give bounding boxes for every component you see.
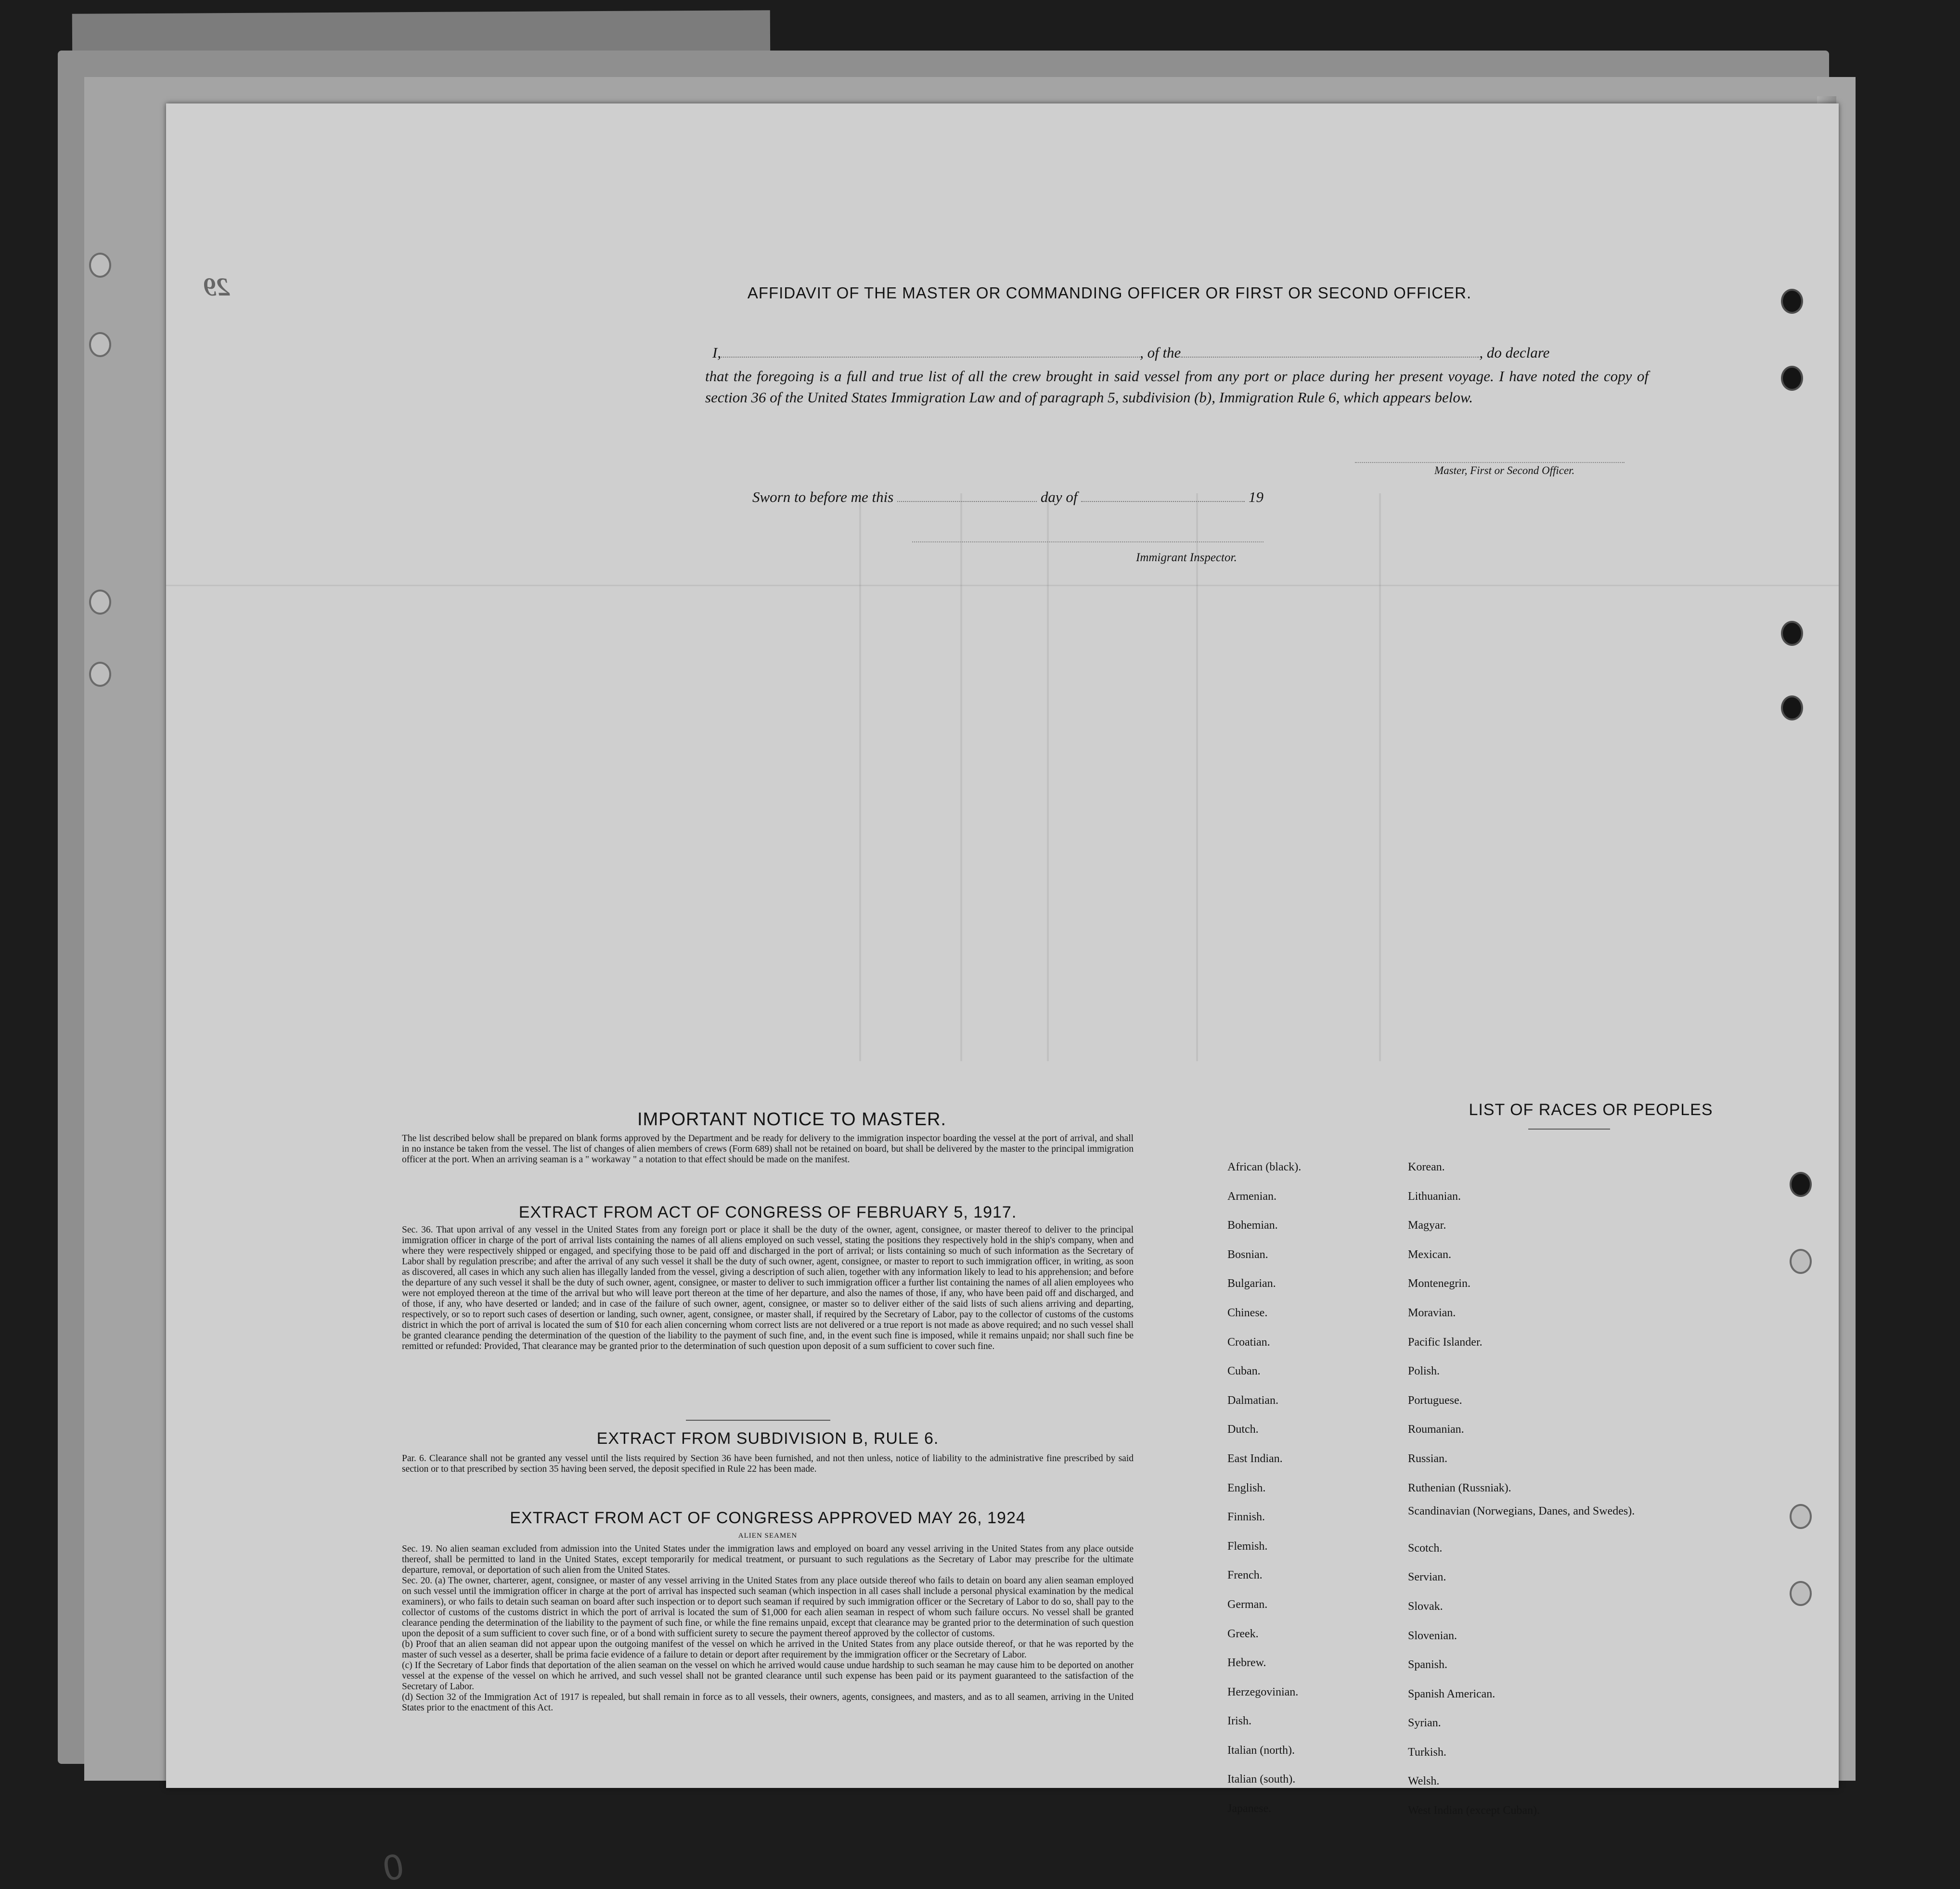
race-entry: Slovak.: [1408, 1600, 1443, 1613]
affidavit-declare: , do declare: [1479, 344, 1550, 361]
race-entry: Bohemian.: [1227, 1219, 1278, 1232]
race-entry: Greek.: [1227, 1627, 1259, 1640]
binder-hole: [89, 253, 111, 278]
race-entry: Servian.: [1408, 1571, 1446, 1584]
binder-hole: [89, 590, 111, 615]
binder-hole: [89, 662, 111, 687]
races-title: LIST OF RACES OR PEOPLES: [1469, 1101, 1713, 1119]
race-entry: Spanish American.: [1408, 1687, 1496, 1700]
race-entry: Roumanian.: [1408, 1423, 1464, 1436]
race-entry: Italian (north).: [1227, 1744, 1295, 1757]
race-entry: Dalmatian.: [1227, 1394, 1278, 1407]
binder-hole: [1781, 695, 1803, 720]
race-entry: Russian.: [1408, 1452, 1448, 1465]
race-entry: Turkish.: [1408, 1746, 1446, 1759]
race-entry: African (black).: [1227, 1161, 1302, 1173]
race-entry: Chinese.: [1227, 1306, 1268, 1319]
affidavit-i: I,: [712, 344, 722, 361]
race-entry: Syrian.: [1408, 1717, 1441, 1730]
binder-hole: [1781, 366, 1803, 391]
race-entry: Portuguese.: [1408, 1394, 1462, 1407]
race-entry: Magyar.: [1408, 1219, 1446, 1232]
race-entry: Spanish.: [1408, 1658, 1448, 1671]
month-blank[interactable]: [1081, 501, 1245, 502]
races-left-column: [1227, 1153, 1301, 1824]
binder-hole: [1781, 621, 1803, 646]
race-entry: Scandinavian (Norwegians, Danes, and Swedes).: [1408, 1505, 1635, 1518]
sec19-text: Sec. 19. No alien seaman excluded from admission into the United States under the immigration laws and employed on board any vessel arriving in the United States from any place outside thereof, shall be permitted to land in the United States, except temporarily for medical treatment, or pursuant to such regulations as the Secretary of Labor may prescribe for the ultimate departure, removal, or deportation of such alien from the United States.: [402, 1544, 1134, 1575]
binder-hole: [89, 332, 111, 357]
race-entry: Welsh.: [1408, 1775, 1440, 1788]
race-entry: Cuban.: [1227, 1365, 1261, 1378]
race-entry: Finnish.: [1227, 1511, 1265, 1524]
race-entry: Italian (south).: [1227, 1773, 1296, 1786]
race-entry: Flemish.: [1227, 1540, 1268, 1553]
page-number: 29: [204, 272, 230, 301]
race-entry: East Indian.: [1227, 1452, 1283, 1465]
binder-hole: [1790, 1172, 1812, 1197]
race-entry: Dutch.: [1227, 1423, 1259, 1436]
bleed-through-line: [859, 493, 861, 1061]
sec20b-text: (b) Proof that an alien seaman did not appear upon the outgoing manifest of the vessel on which he arrived in the United States from any place outside thereof, or that he was reported by the master of such vessel as a deserter, shall be prima facie evidence of a failure to detain or deport after requirement by the immigration officer or the Secretary of Labor.: [402, 1639, 1134, 1660]
race-entry: West Indian (except Cuban).: [1408, 1804, 1540, 1817]
bleed-through-line: [1196, 493, 1198, 1061]
binder-hole: [1790, 1581, 1812, 1606]
binder-hole: [1790, 1249, 1812, 1274]
race-entry: Lithuanian.: [1408, 1190, 1461, 1203]
race-entry: Armenian.: [1227, 1190, 1277, 1203]
race-entry: English.: [1227, 1481, 1266, 1494]
race-entry: Scotch.: [1408, 1542, 1443, 1555]
extract-1917-text: Sec. 36. That upon arrival of any vessel in the United States from any foreign port or place it shall be the duty of the owner, agent, consignee, or master thereof to deliver to the principal immigration officer in charge of the port of arrival lists containing the names of all aliens employed on such vessel, stating the positions they respectively hold in the ship's company, when and where they were respectively shipped or engaged, and specifying those to be paid off and discharged in the port of arrival; or lists containing so much of such information as the Secretary of Labor shall by regulation prescribe; and after the arrival of any such vessel it shall be the duty of such owner, agent, consignee, or master to report to such immigration officer, in writing, as soon as discovered, all cases in which any such alien has illegally landed from the vessel, giving a description of such alien, together with any information likely to lead to his apprehension; and before the departure of any such vessel it shall be the duty of such owner, agent, consignee, or master to deliver to such immigration officer a further list containing the names of all alien employees who were not employed thereon at the time of the arrival but who will leave port thereon at the time of her departure, and also the names of those, if any, who have been paid off and discharged, and of those, if any, who have deserted or landed; and in case of the failure of such owner, agent, consignee, or master so to deliver either of the said lists of such aliens arriving and departing, respectively, or so to report such cases of desertion or landing, such owner, agent, consignee, or master shall, if required by the Secretary of Labor, pay to the collector of customs of the customs district in which the port of arrival is located the sum of $10 for each alien concerning whom correct lists are not delivered or a true report is not made as above required; and no such vessel shall be granted clearance pending the determination of the question of the liability to the payment of such fine, and, in the event such fine is imposed, while it remains unpaid; nor shall such fine be remitted or refunded: Provided, That clearance may be granted prior to the determination of such question upon deposit of a sum sufficient to cover such fine.: [402, 1225, 1134, 1351]
race-entry: Montenegrin.: [1408, 1277, 1470, 1290]
race-entry: Irish.: [1227, 1715, 1251, 1728]
notice-title: IMPORTANT NOTICE TO MASTER.: [637, 1109, 947, 1130]
section-divider: [686, 1420, 830, 1421]
affidavit-of-the: , of the: [1140, 344, 1181, 361]
extract-rule6-title: EXTRACT FROM SUBDIVISION B, RULE 6.: [596, 1429, 939, 1448]
race-entry: Pacific Islander.: [1408, 1336, 1483, 1349]
races-title-rule: [1528, 1129, 1610, 1130]
sec20a-text: Sec. 20. (a) The owner, charterer, agent, consignee, or master of any vessel arriving in the United States from any place outside thereof who fails to detain on board any alien seaman employed on such vessel until the immigration officer in charge at the port of arrival has inspected such seaman (which inspection in all cases shall include a personal physical examination by the medical examiners), or who fails to detain such seaman on board after such inspection or to deport such seaman if required by such immigration officer or the Secretary of Labor to do so, shall pay to the collector of customs of the customs district in which the port of arrival is located the sum of $1,000 for each alien seaman in respect of whom such failure occurs. No vessel shall be granted clearance pending the determination of the liability to the payment of such fine, or while the fine remains unpaid, except that clearance may be granted prior to the determination of such question upon the deposit of a sum sufficient to cover such fine, or of a bond with sufficient surety to secure the payment thereof approved by the collector of customs.: [402, 1576, 1134, 1639]
sec20c-text: (c) If the Secretary of Labor finds that deportation of the alien seaman on the vessel on which he arrived would cause undue hardship to such seaman he may cause him to be deported on another vessel at the expense of the vessel on which he arrived, and such vessel shall not be granted clearance until such expense has been paid or its payment guaranteed to the satisfaction of the Secretary of Labor.: [402, 1660, 1134, 1692]
sec20d-text: (d) Section 32 of the Immigration Act of 1917 is repealed, but shall remain in force as to all vessels, their owners, agents, consignees, and masters, and as to all seamen, arriving in the United States prior to the enactment of this Act.: [402, 1692, 1134, 1713]
binder-hole: [1790, 1504, 1812, 1529]
bleed-through-line: [166, 585, 1839, 586]
race-entry: Bulgarian.: [1227, 1277, 1276, 1290]
name-blank[interactable]: [721, 357, 1140, 358]
inspector-signature-line[interactable]: [912, 541, 1264, 542]
race-entry: Mexican.: [1408, 1248, 1451, 1261]
race-entry: Moravian.: [1408, 1306, 1456, 1319]
inspector-label: Immigrant Inspector.: [1136, 551, 1237, 564]
bleed-through-line: [1047, 493, 1049, 1061]
extract-rule6-text: Par. 6. Clearance shall not be granted any vessel until the lists required by Section 36 have been furnished, and not then unless, notice of liability to the administrative fine prescribed by said section or to that prescribed by section 35 having been served, the deposit specified in Rule 22 has been made.: [402, 1453, 1134, 1474]
bleed-through-line: [960, 493, 962, 1061]
races-right-column: [1408, 1153, 1635, 1825]
pencil-mark: 0: [379, 1846, 408, 1889]
extract-1917-title: EXTRACT FROM ACT OF CONGRESS OF FEBRUARY 5, 1917.: [518, 1203, 1017, 1221]
sworn-day-of: day of: [1040, 488, 1078, 505]
affidavit-declaration-line: [712, 344, 1656, 361]
sworn-prefix: Sworn to before me this: [752, 488, 894, 505]
notice-text: The list described below shall be prepared on blank forms approved by the Department and be ready for delivery to the immigration inspector boarding the vessel at the port of arrival, and shall in no instance be taken from the vessel. The list of changes of alien members of crews (Form 689) shall not be retained on board, but shall be delivered by the master to the principal immigration officer at the port. When an arriving seaman is a " workaway " a notation to that effect should be made on the manifest.: [402, 1133, 1134, 1165]
race-entry: Hebrew.: [1227, 1657, 1266, 1670]
day-blank[interactable]: [897, 501, 1037, 502]
race-entry: Croatian.: [1227, 1336, 1270, 1349]
race-entry: French.: [1227, 1569, 1263, 1582]
race-entry: Bosnian.: [1227, 1248, 1268, 1261]
alien-seamen-subhead: ALIEN SEAMEN: [738, 1532, 798, 1540]
bleed-through-line: [1379, 493, 1381, 1061]
signature-line[interactable]: [1355, 462, 1625, 463]
race-entry: Ruthenian (Russniak).: [1408, 1481, 1511, 1494]
vessel-blank[interactable]: [1181, 357, 1479, 358]
extract-1924-text: [402, 1544, 1134, 1713]
race-entry: Herzegovinian.: [1227, 1685, 1299, 1698]
race-entry: Korean.: [1408, 1161, 1445, 1173]
affidavit-body: that the foregoing is a full and true list of all the crew brought in said vessel from any port or place during her present voyage. I have noted the copy of section 36 of the United States Immigration Law and of paragraph 5, subdivision (b), Immigration Rule 6, which appears below.: [705, 368, 1649, 406]
race-entry: Polish.: [1408, 1365, 1440, 1378]
signature-label: Master, First or Second Officer.: [1434, 464, 1575, 476]
binder-hole: [1781, 289, 1803, 314]
manifest-page: [166, 103, 1839, 1889]
extract-1924-title: EXTRACT FROM ACT OF CONGRESS APPROVED MAY 26, 1924: [510, 1509, 1026, 1527]
affidavit-title: AFFIDAVIT OF THE MASTER OR COMMANDING OFFICER OR FIRST OR SECOND OFFICER.: [747, 284, 1472, 302]
race-entry: Slovenian.: [1408, 1629, 1457, 1642]
sworn-year: 19: [1248, 488, 1264, 505]
race-entry: Japanese.: [1227, 1802, 1272, 1815]
sworn-line: [752, 488, 1264, 506]
race-entry: German.: [1227, 1598, 1268, 1611]
